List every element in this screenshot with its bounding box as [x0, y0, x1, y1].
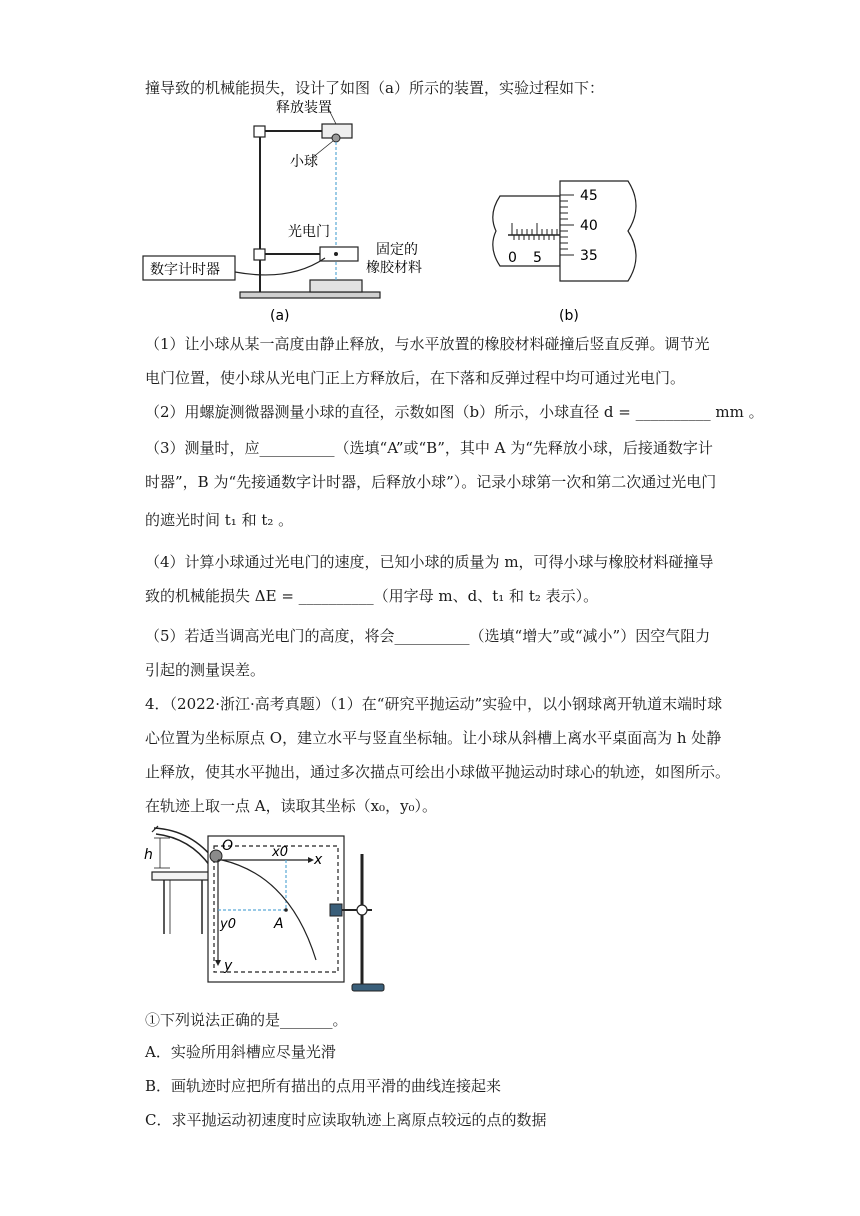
- q5-line1: （5）若适当调高光电门的高度，将会__________（选填“增大”或“减小”）因空气阻力: [145, 627, 711, 645]
- q4-line1: （4）计算小球通过光电门的速度，已知小球的质量为 m，可得小球与橡胶材料碰撞导: [145, 553, 714, 571]
- main-5: 5: [533, 250, 542, 266]
- caption-a: (a): [270, 308, 290, 324]
- intro-text: 撞导致的机械能损失，设计了如图（a）所示的装置，实验过程如下：: [145, 79, 604, 97]
- p4-line4: 在轨迹上取一点 A，读取其坐标（x₀，y₀）。: [145, 797, 438, 815]
- question-i: ①下列说法正确的是_______。: [145, 1011, 348, 1029]
- option-a: A．实验所用斜槽应尽量光滑: [145, 1043, 336, 1061]
- table-top: [152, 872, 214, 880]
- label-x: x: [314, 852, 323, 868]
- q4-line2: 致的机械能损失 ΔE = __________（用字母 m、d、t₁ 和 t₂ 表示）。: [145, 587, 599, 605]
- sleeve: [493, 196, 560, 266]
- photogate: [320, 247, 358, 261]
- base-plate: [240, 292, 380, 298]
- q3-line2: 时器”，B 为“先接通数字计时器，后释放小球”）。记录小球第一次和第二次通过光电门: [145, 473, 717, 491]
- option-b: B．画轨迹时应把所有描出的点用平滑的曲线连接起来: [145, 1077, 502, 1095]
- label-fixed1: 固定的: [376, 242, 418, 258]
- figure-b-micrometer: [488, 176, 648, 328]
- point-A: [284, 908, 288, 912]
- label-y: y: [224, 958, 233, 974]
- label-timer: 数字计时器: [150, 262, 220, 278]
- label-h: h: [144, 847, 153, 863]
- chute: [156, 834, 210, 866]
- label-O: O: [222, 838, 234, 854]
- option-c: C．求平抛运动初速度时应读取轨迹上离原点较远的点的数据: [145, 1111, 547, 1129]
- label-release: 释放装置: [276, 100, 332, 116]
- label-A: A: [274, 916, 284, 932]
- label-y0: y0: [220, 917, 236, 932]
- p4-line1: 4．（2022·浙江·高考真题）（1）在“研究平抛运动”实验中，以小钢球离开轨道末端时球: [145, 695, 723, 713]
- label-gate: 光电门: [288, 224, 330, 240]
- q1-line1: （1）让小球从某一高度由静止释放，与水平放置的橡胶材料碰撞后竖直反弹。调节光: [145, 335, 710, 353]
- main-0: 0: [508, 250, 517, 266]
- figure-a-apparatus: [140, 96, 422, 328]
- label-x0: x0: [272, 845, 288, 860]
- thimble: [560, 181, 636, 281]
- tick-45: 45: [580, 188, 598, 204]
- q3-line3: 的遮光时间 t₁ 和 t₂ 。: [145, 511, 294, 529]
- label-ball: 小球: [290, 154, 318, 170]
- stand-base: [352, 984, 384, 991]
- q1-line2: 电门位置，使小球从光电门正上方释放后，在下落和反弹过程中均可通过光电门。: [145, 369, 686, 387]
- q2-line: （2）用螺旋测微器测量小球的直径，示数如图（b）所示，小球直径 d = __________ mm 。: [145, 403, 764, 421]
- figure-projectile: [140, 824, 400, 998]
- label-fixed2: 橡胶材料: [366, 260, 422, 276]
- p4-line2: 心位置为坐标原点 O，建立水平与竖直坐标轴。让小球从斜槽上离水平桌面高为 h 处静: [145, 729, 722, 747]
- p4-line3: 止释放，使其水平抛出，通过多次描点可绘出小球做平抛运动时球心的轨迹，如图所示。: [145, 763, 731, 781]
- q3-line1: （3）测量时，应__________（选填“A”或“B”，其中 A 为“先释放小球，后接通数字计: [145, 439, 713, 457]
- tick-40: 40: [580, 218, 598, 234]
- tick-35: 35: [580, 248, 598, 264]
- caption-b: (b): [559, 308, 579, 324]
- ball: [332, 134, 340, 142]
- rubber-block: [310, 280, 362, 292]
- q5-line2: 引起的测量误差。: [145, 661, 266, 679]
